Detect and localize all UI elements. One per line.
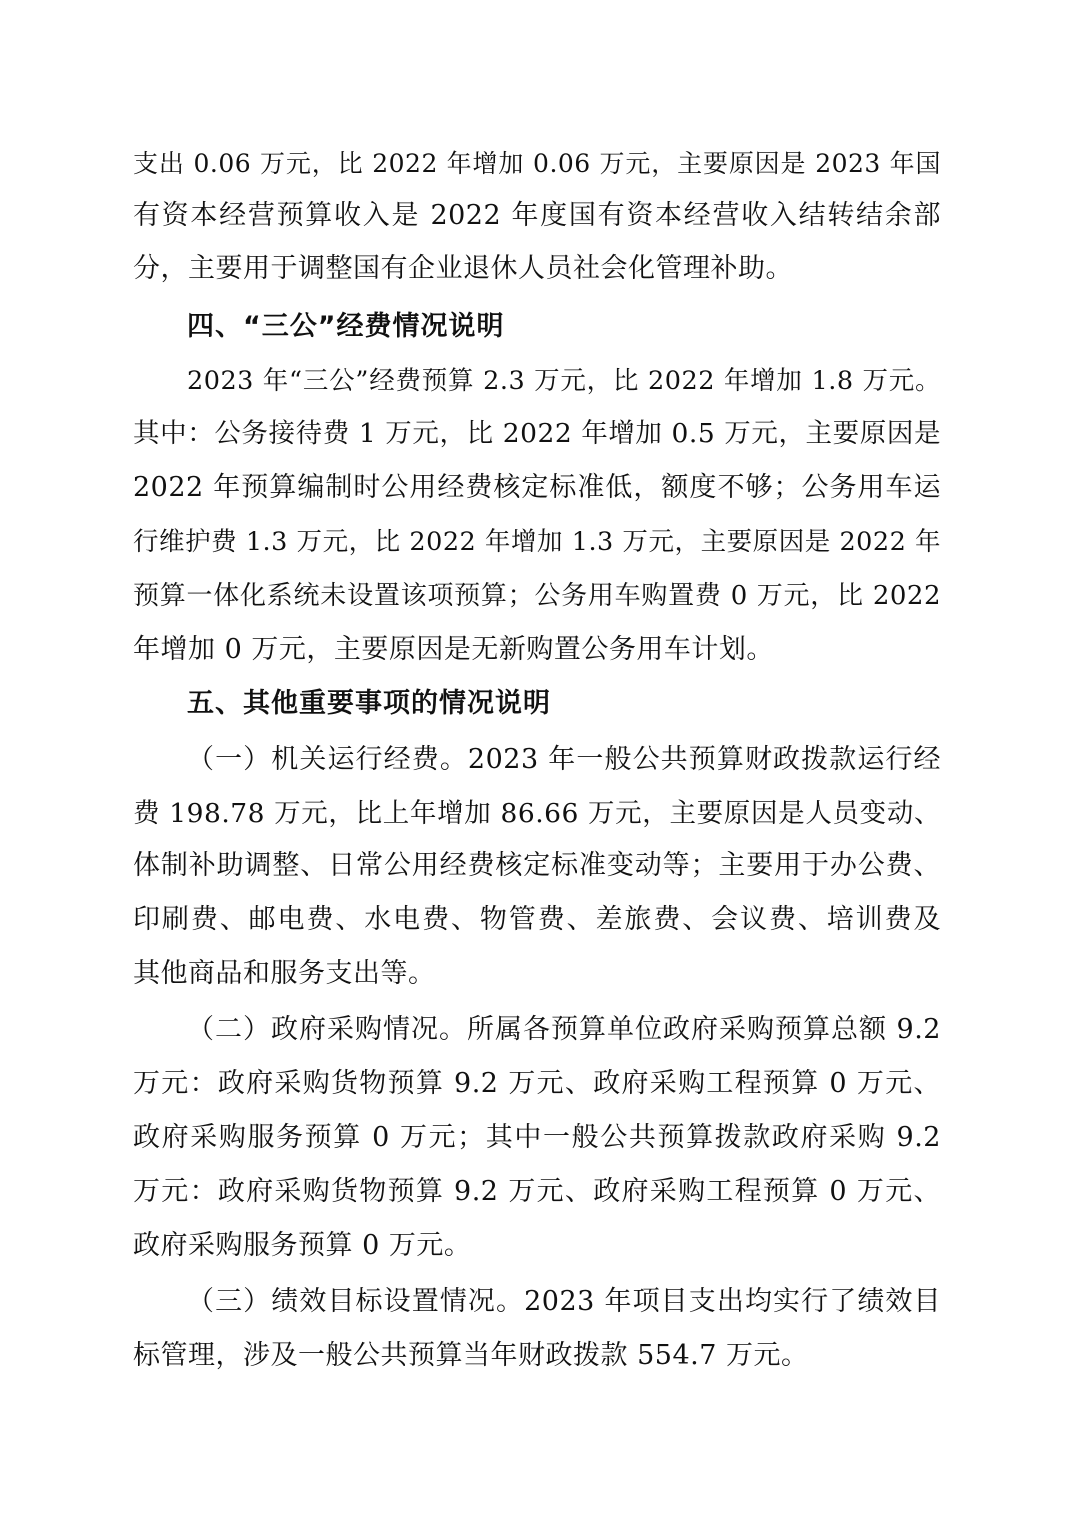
text-line: 万元：政府采购货物预算 9.2 万元、政府采购工程预算 0 万元、 (133, 1068, 941, 1099)
text-line: 标管理，涉及一般公共预算当年财政拨款 554.7 万元。 (133, 1340, 809, 1371)
text-line: 行维护费 1.3 万元，比 2022 年增加 1.3 万元，主要原因是 2022 年 (133, 527, 941, 557)
text-line: 政府采购服务预算 0 万元；其中一般公共预算拨款政府采购 9.2 (133, 1122, 941, 1153)
text-line: 万元：政府采购货物预算 9.2 万元、政府采购工程预算 0 万元、 (133, 1176, 941, 1207)
text-line: （三）绩效目标设置情况。2023 年项目支出均实行了绩效目 (187, 1286, 941, 1317)
text-line: 2023 年“三公”经费预算 2.3 万元，比 2022 年增加 1.8 万元。 (187, 366, 941, 396)
text-line: 体制补助调整、日常公用经费核定标准变动等；主要用于办公费、 (133, 850, 941, 881)
text-line: 其中：公务接待费 1 万元，比 2022 年增加 0.5 万元，主要原因是 (133, 418, 941, 449)
text-line: 费 198.78 万元，比上年增加 86.66 万元，主要原因是人员变动、 (133, 798, 941, 829)
text-line: （一）机关运行经费。2023 年一般公共预算财政拨款运行经 (187, 744, 941, 775)
text-line: 分，主要用于调整国有企业退休人员社会化管理补助。 (133, 253, 793, 284)
text-line: 其他商品和服务支出等。 (133, 958, 436, 989)
text-line: 年增加 0 万元，主要原因是无新购置公务用车计划。 (133, 634, 774, 665)
text-line: 有资本经营预算收入是 2022 年度国有资本经营收入结转结余部 (133, 200, 941, 231)
section-heading-four: 四、“三公”经费情况说明 (187, 311, 505, 342)
text-line: （二）政府采购情况。所属各预算单位政府采购预算总额 9.2 (187, 1014, 941, 1045)
text-line: 支出 0.06 万元，比 2022 年增加 0.06 万元，主要原因是 2023 年国 (133, 149, 941, 178)
text-line: 印刷费、邮电费、水电费、物管费、差旅费、会议费、培训费及 (133, 904, 941, 935)
text-line: 2022 年预算编制时公用经费核定标准低，额度不够；公务用车运 (133, 472, 941, 503)
text-line: 预算一体化系统未设置该项预算；公务用车购置费 0 万元，比 2022 (133, 581, 941, 611)
section-heading-five: 五、其他重要事项的情况说明 (187, 688, 551, 719)
text-line: 政府采购服务预算 0 万元。 (133, 1230, 472, 1261)
